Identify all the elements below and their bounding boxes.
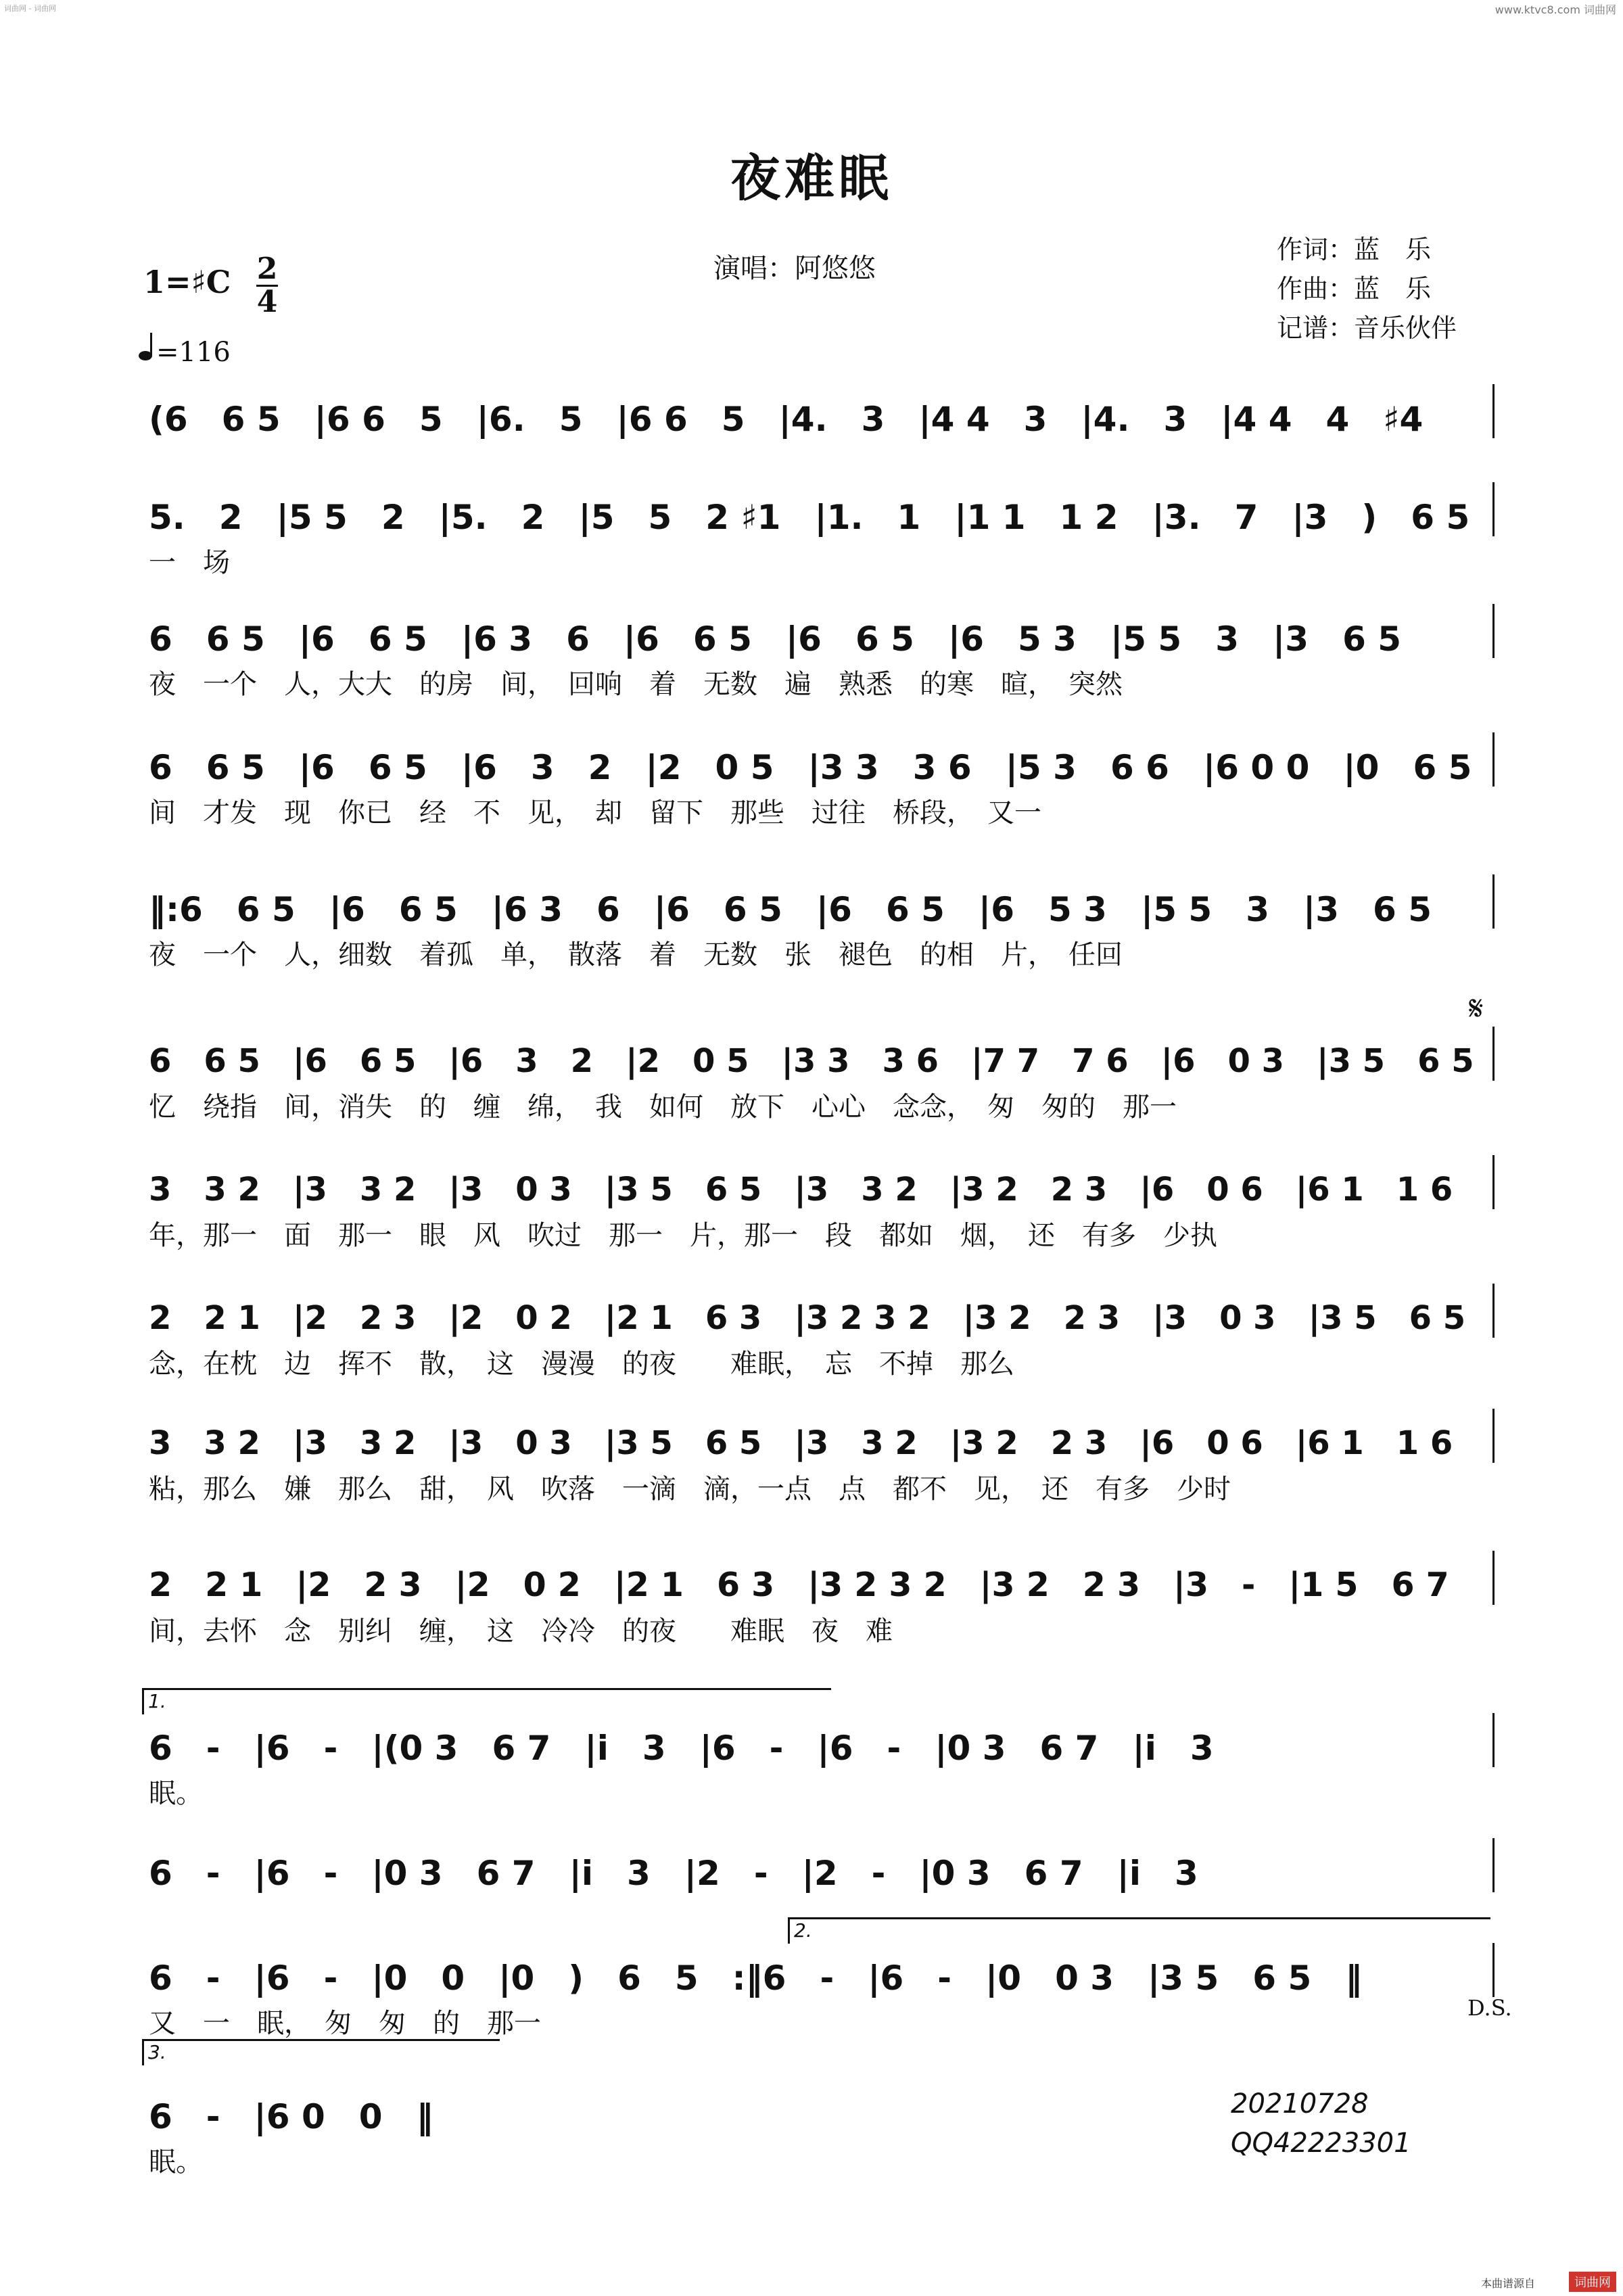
score-line-notes: (6 6 5 |6 6 5 |6. 5 |6 6 5 |4. 3 |4 4 3 |4. 3 |4 4 4 ♯4 xyxy=(149,400,1424,439)
contact-line: QQ42223301 xyxy=(1231,2128,1411,2159)
score-line xyxy=(149,1721,1495,1775)
score-line-lyrics: 眠。 xyxy=(149,1778,203,1809)
line-end-barline xyxy=(1492,1838,1495,1892)
time-signature xyxy=(254,254,281,318)
score-line-notes: 3 3 2 |3 3 2 |3 0 3 |3 5 6 5 |3 3 2 |3 2 2 3 |6 0 6 |6 1 1 6 xyxy=(149,1171,1453,1209)
line-end-barline xyxy=(1492,1027,1495,1081)
tempo-marking xyxy=(139,331,231,368)
score-line-lyrics: 眠。 xyxy=(149,2147,203,2178)
score-line-notes: 6 6 5 |6 6 5 |6 3 6 |6 6 5 |6 6 5 |6 5 3 |5 5 3 |3 6 5 xyxy=(149,619,1402,659)
score-line-lyrics: 夜 一个 人，大大 的房 间， 回响 着 无数 遍 熟悉 的寒 暄， 突然 xyxy=(149,669,1123,700)
time-signature-bottom: 4 xyxy=(256,285,278,319)
score-line xyxy=(149,741,1495,795)
score-line xyxy=(149,1163,1495,1217)
line-end-barline xyxy=(1492,1551,1495,1605)
score-line xyxy=(149,392,1495,446)
volta-bracket-1: 1. xyxy=(142,1688,831,1714)
watermark-top-right: www.ktvc8.com 词曲网 xyxy=(1495,3,1616,16)
score-line-notes: 6 - |6 0 0 ‖ xyxy=(149,2097,433,2136)
score-line xyxy=(149,1417,1495,1471)
score-line-notes: 5. 2 |5 5 2 |5. 2 |5 5 2 ♯1 |1. 1 |1 1 1 2 |3. 7 |3 ) 6 5 xyxy=(149,498,1470,537)
footer-source-text: 本曲谱源自 xyxy=(1480,2277,1535,2290)
score-line xyxy=(149,1035,1495,1089)
score-line-lyrics: 夜 一个 人，细数 着孤 单， 散落 着 无数 张 褪色 的相 片， 任回 xyxy=(149,939,1123,970)
score-line-lyrics: 间，去怀 念 别纠 缠， 这 冷冷 的夜 难眠 夜 难 xyxy=(149,1616,893,1647)
quarter-note-icon xyxy=(139,331,156,368)
volta-bracket-3: 3. xyxy=(142,2039,500,2065)
score-line-notes: 6 - |6 - |(0 3 6 7 |i 3 |6 - |6 - |0 3 6 7 |i 3 xyxy=(149,1729,1214,1768)
line-end-barline xyxy=(1492,732,1495,787)
score-line xyxy=(149,1846,1495,1900)
score-line-lyrics: 念，在枕 边 挥不 散， 这 漫漫 的夜 难眠， 忘 不掉 那么 xyxy=(149,1349,1014,1380)
tempo-value: =116 xyxy=(156,337,231,368)
song-title: 夜难眠 xyxy=(730,149,893,208)
score-line xyxy=(149,612,1495,666)
line-end-barline xyxy=(1492,874,1495,929)
line-end-barline xyxy=(1492,1713,1495,1767)
score-line-lyrics: 一 场 xyxy=(149,547,230,578)
dal-segno-marking: D.S. xyxy=(1467,1995,1512,2021)
score-line xyxy=(149,1559,1495,1613)
line-end-barline xyxy=(1492,482,1495,536)
score-line-lyrics: 忆 绕指 间，消失 的 缠 绵， 我 如何 放下 心心 念念， 匆 匆的 那一 xyxy=(149,1092,1177,1123)
footer-site-logo: 词曲网 xyxy=(1569,2272,1616,2292)
date-block xyxy=(1231,2084,1411,2163)
lyricist-credit: 作词：蓝 乐 xyxy=(1277,235,1432,264)
line-end-barline xyxy=(1492,1409,1495,1463)
key-signature: 1=♯C xyxy=(143,264,231,300)
line-end-barline xyxy=(1492,384,1495,438)
line-end-barline xyxy=(1492,1284,1495,1338)
volta-bracket-2: 2. xyxy=(788,1917,1490,1944)
score-line-notes: 3 3 2 |3 3 2 |3 0 3 |3 5 6 5 |3 3 2 |3 2 2 3 |6 0 6 |6 1 1 6 xyxy=(149,1424,1453,1462)
score-line-notes: 6 6 5 |6 6 5 |6 3 2 |2 0 5 |3 3 3 6 |5 3 6 6 |6 0 0 |0 6 5 xyxy=(149,748,1472,787)
score-line-notes: 6 - |6 - |0 3 6 7 |i 3 |2 - |2 - |0 3 6 7 |i 3 xyxy=(149,1854,1198,1893)
score-line-notes: ‖:6 6 5 |6 6 5 |6 3 6 |6 6 5 |6 6 5 |6 5 3 |5 5 3 |3 6 5 xyxy=(149,890,1432,929)
score-line-notes: 6 6 5 |6 6 5 |6 3 2 |2 0 5 |3 3 3 6 |7 7 7 6 |6 0 3 |3 5 6 5 xyxy=(149,1042,1474,1080)
score-line xyxy=(149,1292,1495,1346)
score-line-lyrics: 年，那一 面 那一 眼 风 吹过 那一 片，那一 段 都如 烟， 还 有多 少执 xyxy=(149,1220,1217,1251)
transcriber-credit: 记谱：音乐伙伴 xyxy=(1277,313,1457,343)
score-line xyxy=(149,490,1495,544)
date-line: 20210728 xyxy=(1231,2088,1369,2119)
composer-credit: 作曲：蓝 乐 xyxy=(1277,274,1432,304)
credits-block xyxy=(1277,230,1457,348)
score-line-lyrics: 粘，那么 嫌 那么 甜， 风 吹落 一滴 滴，一点 点 都不 见， 还 有多 少时 xyxy=(149,1474,1231,1505)
line-end-barline xyxy=(1492,1943,1495,1997)
segno-sign: 𝄋 xyxy=(1469,989,1484,1028)
score-line-notes: 2 2 1 |2 2 3 |2 0 2 |2 1 6 3 |3 2 3 2 |3 2 2 3 |3 0 3 |3 5 6 5 xyxy=(149,1299,1466,1337)
score-line xyxy=(149,1951,1495,2005)
score-line-notes: 6 - |6 - |0 0 |0 ) 6 5 :‖6 - |6 - |0 0 3 |3 5 6 5 ‖ xyxy=(149,1959,1363,1998)
line-end-barline xyxy=(1492,604,1495,658)
watermark-top-left: 词曲网 - 词曲网 xyxy=(4,4,56,13)
score-line-lyrics: 又 一 眠， 匆 匆 的 那一 xyxy=(149,2008,541,2039)
time-signature-top: 2 xyxy=(256,252,278,286)
singer-credit: 演唱：阿悠悠 xyxy=(713,253,876,284)
score-line-lyrics: 间 才发 现 你已 经 不 见， 却 留下 那些 过往 桥段， 又一 xyxy=(149,797,1041,828)
score-line xyxy=(149,883,1495,937)
line-end-barline xyxy=(1492,1155,1495,1209)
score-line-notes: 2 2 1 |2 2 3 |2 0 2 |2 1 6 3 |3 2 3 2 |3 2 2 3 |3 - |1 5 6 7 xyxy=(149,1566,1449,1604)
